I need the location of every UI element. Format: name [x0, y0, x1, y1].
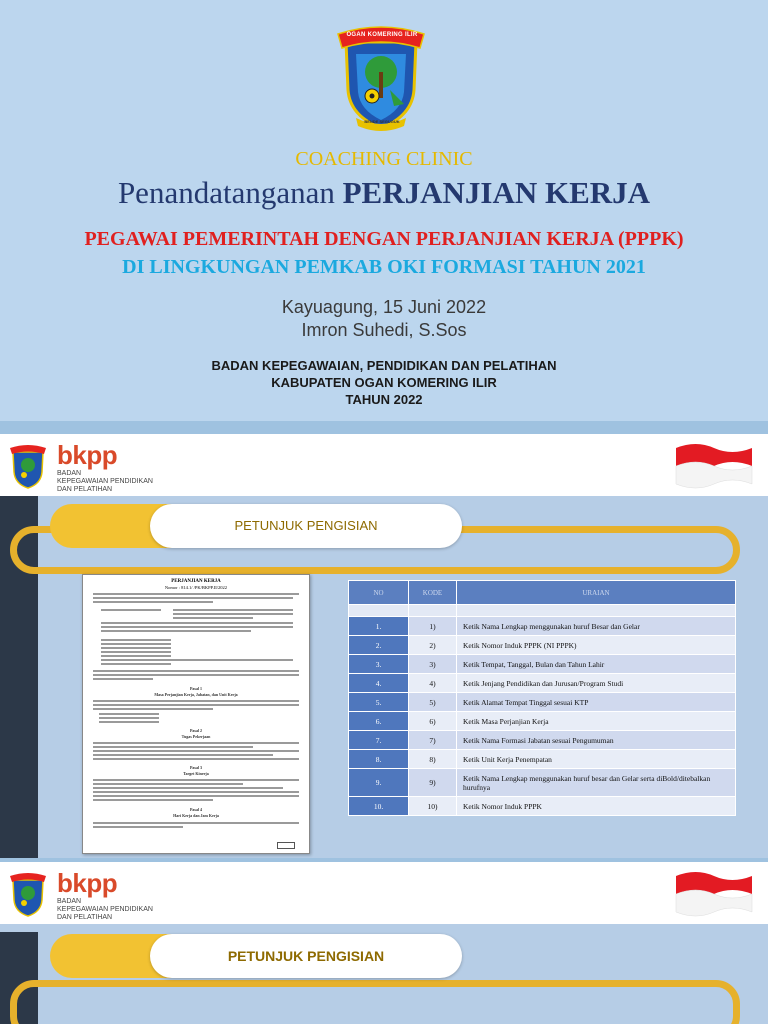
cell-uraian: Ketik Jenjang Pendidikan dan Jurusan/Program Studi: [457, 674, 736, 693]
instructions-slide: [0, 434, 768, 858]
title-slide: [0, 0, 768, 421]
cell-uraian: Ketik Tempat, Tanggal, Bulan dan Tahun Lahir: [457, 655, 736, 674]
cell-uraian: Ketik Masa Perjanjian Kerja: [457, 712, 736, 731]
cell-no: 6.: [349, 712, 409, 731]
cell-uraian: Ketik Nama Lengkap menggunakan huruf Besar dan Gelar: [457, 617, 736, 636]
indonesia-flag-icon: [672, 440, 756, 492]
brand-sub-3: DAN PELATIHAN: [57, 914, 113, 921]
blank-cell: [409, 605, 457, 617]
brand-sub-3: DAN PELATIHAN: [57, 486, 113, 493]
oki-crest-small-icon: [8, 870, 48, 918]
cell-no: 3.: [349, 655, 409, 674]
col-header-uraian: URAIAN: [457, 581, 736, 605]
col-header-kode: KODE: [409, 581, 457, 605]
table-row: [349, 674, 736, 693]
cell-kode: 1): [409, 617, 457, 636]
section-title-pill-2: PETUNJUK PENGISIAN: [150, 934, 462, 978]
cell-kode: 7): [409, 731, 457, 750]
table-row: [349, 617, 736, 636]
table-row: [349, 712, 736, 731]
table-row: [349, 731, 736, 750]
main-title-prefix: Penandatanganan: [117, 175, 335, 210]
oki-crest-small-icon: [8, 442, 48, 490]
doc-pasal-4-title: Hari Kerja dan Jam Kerja: [173, 813, 219, 818]
gold-track-2: [10, 980, 740, 1024]
table-row: [349, 769, 736, 797]
doc-pasal-3-title: Target Kinerja: [183, 771, 209, 776]
cell-no: 9.: [349, 769, 409, 797]
presenter-name: Imron Suhedi, S.Sos: [301, 320, 467, 340]
coaching-clinic-subtitle: COACHING CLINIC: [295, 148, 473, 170]
cell-uraian: Ketik Nomor Induk PPPK: [457, 797, 736, 816]
instructions-table: [348, 580, 736, 816]
blank-cell: [457, 605, 736, 617]
cell-kode: 9): [409, 769, 457, 797]
cell-uraian: Ketik Nomor Induk PPPK (NI PPPK): [457, 636, 736, 655]
doc-pasal-4: Pasal 4: [189, 807, 203, 812]
table-row: [349, 636, 736, 655]
table-row: [349, 797, 736, 816]
brand-sub-1: BADAN: [57, 898, 82, 905]
bkpp-brand: bkpp: [57, 440, 118, 470]
section-title-pill: PETUNJUK PENGISIAN: [150, 504, 462, 548]
cell-no: 5.: [349, 693, 409, 712]
doc-pasal-1-title: Masa Perjanjian Kerja, Jabatan, dan Unit Kerja: [154, 692, 238, 697]
main-title: [0, 175, 768, 211]
cell-no: 2.: [349, 636, 409, 655]
table-row: [349, 750, 736, 769]
cell-no: 7.: [349, 731, 409, 750]
doc-page-stamp: [277, 842, 295, 849]
org-line-1: BADAN KEPEGAWAIAN, PENDIDIKAN DAN PELATIHAN: [211, 358, 557, 373]
slide-header-2: [0, 862, 768, 924]
brand-sub-2: KEPEGAWAIAN PENDIDIKAN: [57, 478, 153, 485]
cell-no: 1.: [349, 617, 409, 636]
col-header-no: NO: [349, 581, 409, 605]
brand-sub-2: KEPEGAWAIAN PENDIDIKAN: [57, 906, 153, 913]
date-line: Kayuagung, 15 Juni 2022: [281, 297, 487, 317]
cell-uraian: Ketik Nama Formasi Jabatan sesuai Pengumuman: [457, 731, 736, 750]
cell-kode: 4): [409, 674, 457, 693]
org-line-2: KABUPATEN OGAN KOMERING ILIR: [271, 375, 497, 390]
cell-no: 8.: [349, 750, 409, 769]
org-line-3: TAHUN 2022: [345, 392, 423, 407]
cell-no: 10.: [349, 797, 409, 816]
cell-kode: 8): [409, 750, 457, 769]
doc-nomor: Nomor : 814.1/ /PK/BKPP.II/2022: [164, 585, 228, 590]
table-row: [349, 655, 736, 674]
table-row: [349, 693, 736, 712]
formasi-line: DI LINGKUNGAN PEMKAB OKI FORMASI TAHUN 2021: [122, 256, 646, 278]
indonesia-flag-icon: [672, 868, 756, 920]
cell-kode: 3): [409, 655, 457, 674]
doc-pasal-2-title: Tugas Pekerjaan: [181, 734, 211, 739]
cell-uraian: Ketik Alamat Tempat Tinggal sesuai KTP: [457, 693, 736, 712]
cell-no: 4.: [349, 674, 409, 693]
main-title-bold: PERJANJIAN KERJA: [342, 175, 651, 210]
doc-pasal-2: Pasal 2: [189, 728, 203, 733]
brand-sub-1: BADAN: [57, 470, 82, 477]
cell-uraian: Ketik Unit Kerja Penempatan: [457, 750, 736, 769]
crest-motto-text: BENDE SEGUGUK: [364, 119, 400, 124]
pppk-line: PEGAWAI PEMERINTAH DENGAN PERJANJIAN KERJA (PPPK): [84, 228, 684, 250]
contract-document-preview: [82, 574, 310, 854]
doc-pasal-1: Pasal 1: [189, 686, 203, 691]
bkpp-brand-2: bkpp: [57, 868, 118, 898]
crest-banner-text: OGAN KOMERING ILIR: [346, 32, 418, 38]
cell-kode: 10): [409, 797, 457, 816]
cell-kode: 2): [409, 636, 457, 655]
instructions-slide-2: [0, 862, 768, 1024]
doc-title: PERJANJIAN KERJA: [171, 579, 221, 584]
cell-kode: 5): [409, 693, 457, 712]
slide-header: [0, 434, 768, 496]
blank-cell: [349, 605, 409, 617]
cell-kode: 6): [409, 712, 457, 731]
doc-pasal-3: Pasal 3: [189, 765, 203, 770]
cell-uraian: Ketik Nama Lengkap menggunakan huruf besar dan Gelar serta diBold/ditebalkan hurufnya: [457, 769, 736, 797]
